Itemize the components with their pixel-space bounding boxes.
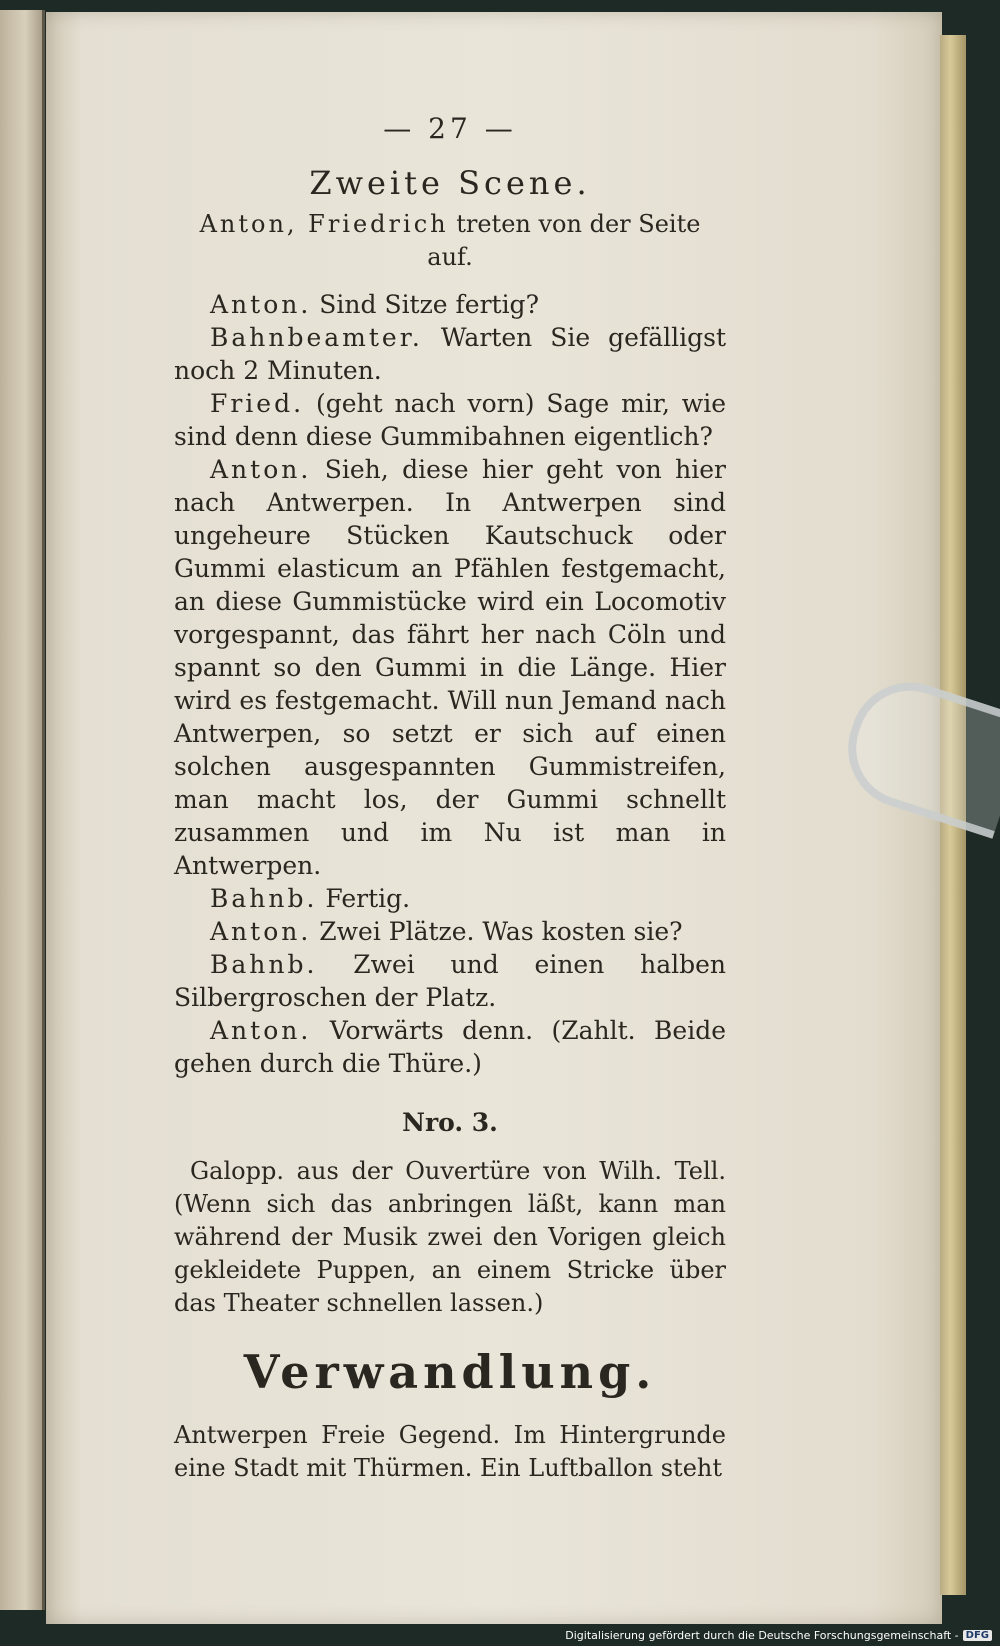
speech: Vorwärts denn. (Zahlt. Beide gehen durch die Thüre.): [174, 1016, 727, 1078]
speech: Zwei Plätze. Was kosten sie?: [319, 917, 683, 946]
scene-title: Zweite Scene.: [309, 164, 591, 202]
speech: (geht nach vorn) Sage mir, wie sind denn diese Gummibahnen eigentlich?: [174, 389, 726, 451]
dialogue-line: [174, 915, 726, 948]
page-text: [174, 112, 726, 1485]
music-note: Galopp. aus der Ouvertüre von Wilh. Tell. (Wenn sich das anbringen läßt, kann man während der Musik zwei den Vorigen gleich gekleidete Puppen, an einem Stricke über das Theater schnellen lassen.): [174, 1157, 726, 1317]
dialogue-line: [174, 288, 726, 321]
dfg-logo: DFG: [963, 1630, 992, 1641]
page-number: — 27 —: [383, 112, 517, 145]
dialogue-line: [174, 882, 726, 915]
dramatis-names: Anton, Friedrich: [199, 210, 449, 238]
change-heading: Verwandlung.: [243, 1345, 657, 1399]
speaker: Anton.: [210, 917, 312, 946]
speech: Zwei und einen halben Silbergroschen der Platz.: [174, 950, 726, 1012]
speaker: Bahnb.: [210, 884, 318, 913]
speaker: Bahnbeamter.: [210, 323, 423, 352]
speaker: Fried.: [210, 389, 305, 418]
stage-direction: Antwerpen Freie Gegend. Im Hintergrunde eine Stadt mit Thürmen. Ein Luftballon steht: [174, 1421, 726, 1482]
dialogue-line: [174, 948, 726, 1014]
speaker: Anton.: [210, 290, 312, 319]
digitization-footer: [565, 1629, 992, 1642]
dramatis-line: [174, 208, 726, 274]
speech: Warten Sie gefälligst noch 2 Minuten.: [174, 323, 726, 385]
speech: Sind Sitze fertig?: [319, 290, 539, 319]
dialogue-line: [174, 1014, 726, 1080]
dialogue-line: [174, 321, 726, 387]
speech: Fertig.: [325, 884, 411, 913]
number-heading: Nro. 3.: [402, 1108, 498, 1137]
dialogue-line: [174, 387, 726, 453]
dramatis-direction: treten von der Seite auf.: [427, 210, 701, 271]
dialogue-line: [174, 453, 726, 882]
previous-page-edge: [0, 10, 45, 1610]
speaker: Bahnb.: [210, 950, 318, 979]
footer-text: Digitalisierung gefördert durch die Deutsche Forschungsgemeinschaft -: [565, 1629, 959, 1642]
speaker: Anton.: [210, 455, 312, 484]
speaker: Anton.: [210, 1016, 312, 1045]
speech: Sieh, diese hier geht von hier nach Antwerpen. In Antwerpen sind ungeheure Stücken Kautschuck oder Gummi elasticum an Pfählen festgemacht, an diese Gummistücke wird ein Locomotiv vorgespannt, das fährt her nach Cöln und spannt so den Gummi in die Länge. Hier wird es festgemacht. Will nun Jemand nach Antwerpen, so setzt er sich auf einen solchen ausgespannten Gummistreifen, man macht los, der Gummi schnellt zusammen und im Nu ist man in Antwerpen.: [174, 455, 726, 880]
